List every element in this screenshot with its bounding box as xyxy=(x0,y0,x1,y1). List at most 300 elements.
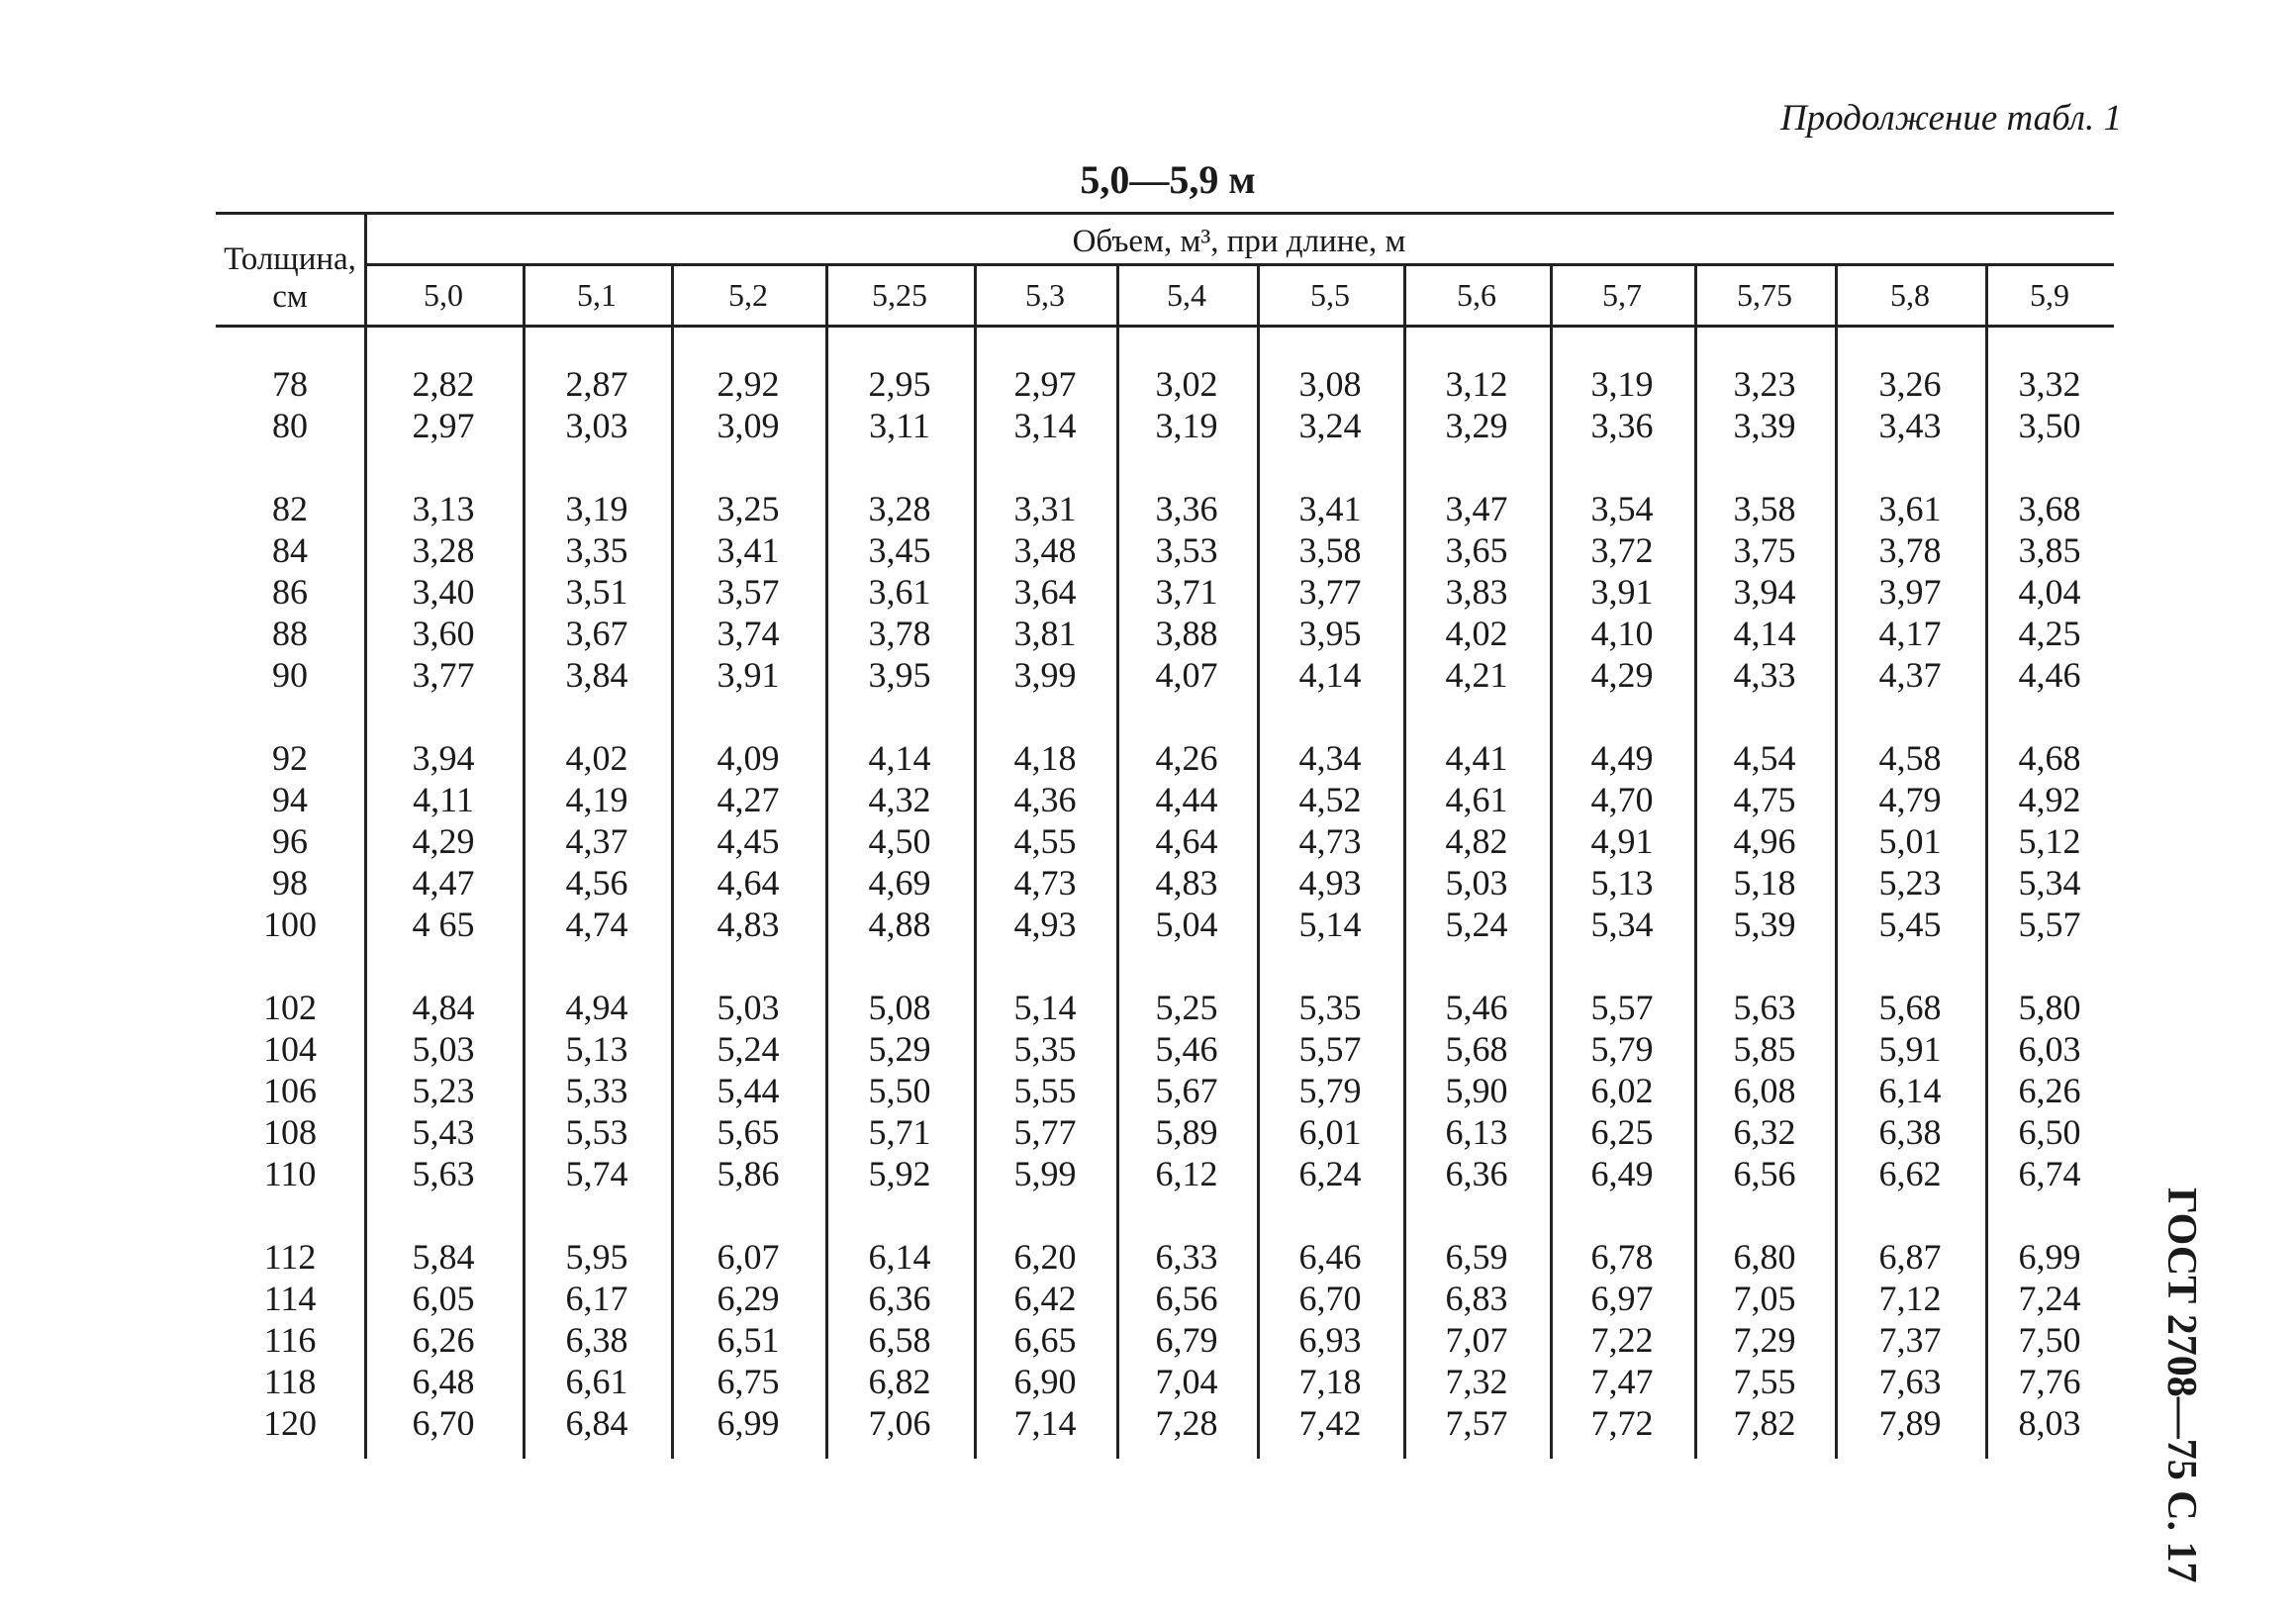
thickness-cell: 78 xyxy=(272,364,308,404)
volume-cell: 5,95 xyxy=(565,1237,628,1277)
volume-cell: 4,45 xyxy=(717,821,780,861)
volume-cell: 6,87 xyxy=(1878,1237,1942,1277)
volume-cell: 5,03 xyxy=(412,1029,475,1069)
volume-cell: 5,24 xyxy=(1445,904,1508,944)
volume-cell: 6,36 xyxy=(868,1279,931,1318)
volume-cell: 4,11 xyxy=(413,780,474,819)
volume-cell: 5,34 xyxy=(1590,904,1654,944)
volume-cell: 4,04 xyxy=(2018,572,2081,612)
volume-cell: 6,99 xyxy=(717,1403,780,1443)
volume-cell: 2,95 xyxy=(868,364,931,404)
thickness-cell: 84 xyxy=(272,530,308,570)
volume-cell: 5,23 xyxy=(412,1071,475,1110)
volume-cell: 4,10 xyxy=(1590,614,1654,653)
volume-cell: 5,89 xyxy=(1155,1112,1218,1152)
volume-cell: 6,38 xyxy=(1878,1112,1942,1152)
volume-cell: 6,80 xyxy=(1733,1237,1796,1277)
volume-cell: 5,01 xyxy=(1878,821,1942,861)
length-header: 5,2 xyxy=(728,277,768,313)
volume-cell: 3,02 xyxy=(1155,364,1218,404)
volume-cell: 3,13 xyxy=(412,489,475,528)
volume-cell: 8,03 xyxy=(2018,1403,2081,1443)
volume-cell: 4,82 xyxy=(1445,821,1508,861)
thickness-cell: 108 xyxy=(263,1112,317,1152)
volume-cell: 3,11 xyxy=(869,406,930,445)
volume-cell: 5,13 xyxy=(565,1029,628,1069)
volume-cell: 6,36 xyxy=(1445,1154,1508,1193)
volume-table xyxy=(216,212,2114,1459)
volume-cell: 2,82 xyxy=(412,364,475,404)
thickness-cell: 100 xyxy=(263,904,317,944)
volume-cell: 3,99 xyxy=(1013,655,1077,695)
volume-cell: 3,41 xyxy=(1298,489,1362,528)
volume-cell: 4,25 xyxy=(2018,614,2081,653)
volume-cell: 6,38 xyxy=(565,1320,628,1360)
thickness-cell: 104 xyxy=(263,1029,317,1069)
volume-cell: 6,65 xyxy=(1013,1320,1077,1360)
volume-cell: 3,24 xyxy=(1298,406,1362,445)
volume-cell: 3,09 xyxy=(717,406,780,445)
volume-cell: 6,70 xyxy=(1298,1279,1362,1318)
volume-cell: 6,25 xyxy=(1590,1112,1654,1152)
volume-cell: 3,65 xyxy=(1445,530,1508,570)
volume-cell: 6,62 xyxy=(1878,1154,1942,1193)
volume-cell: 6,75 xyxy=(717,1362,780,1401)
length-header: 5,0 xyxy=(424,277,463,313)
volume-cell: 4,18 xyxy=(1013,738,1077,778)
volume-header: Объем, м³, при длине, м xyxy=(1072,224,1406,259)
volume-cell: 3,67 xyxy=(565,614,628,653)
volume-cell: 4,36 xyxy=(1013,780,1077,819)
volume-cell: 7,89 xyxy=(1878,1403,1942,1443)
thickness-cell: 112 xyxy=(263,1237,317,1277)
volume-cell: 4,79 xyxy=(1878,780,1942,819)
volume-cell: 4,33 xyxy=(1733,655,1796,695)
volume-cell: 7,63 xyxy=(1878,1362,1942,1401)
volume-cell: 2,92 xyxy=(717,364,780,404)
volume-cell: 3,74 xyxy=(717,614,780,653)
volume-cell: 6,12 xyxy=(1155,1154,1218,1193)
volume-cell: 5,80 xyxy=(2018,988,2081,1027)
volume-cell: 6,49 xyxy=(1590,1154,1654,1193)
volume-cell: 7,04 xyxy=(1155,1362,1218,1401)
volume-cell: 3,94 xyxy=(412,738,475,778)
volume-cell: 4,52 xyxy=(1298,780,1362,819)
volume-cell: 4,88 xyxy=(868,904,931,944)
volume-cell: 4,55 xyxy=(1013,821,1077,861)
volume-cell: 6,78 xyxy=(1590,1237,1654,1277)
volume-cell: 7,32 xyxy=(1445,1362,1508,1401)
volume-cell: 7,05 xyxy=(1733,1279,1796,1318)
length-header: 5,6 xyxy=(1457,277,1496,313)
volume-cell: 5,71 xyxy=(868,1112,931,1152)
thickness-cell: 120 xyxy=(263,1403,317,1443)
length-header: 5,8 xyxy=(1890,277,1930,313)
thickness-cell: 82 xyxy=(272,489,308,528)
volume-cell: 3,58 xyxy=(1298,530,1362,570)
volume-cell: 3,72 xyxy=(1590,530,1654,570)
volume-cell: 6,82 xyxy=(868,1362,931,1401)
volume-cell: 3,32 xyxy=(2018,364,2081,404)
volume-cell: 5,35 xyxy=(1298,988,1362,1027)
length-header: 5,25 xyxy=(872,277,927,313)
volume-cell: 3,48 xyxy=(1013,530,1077,570)
length-header: 5,1 xyxy=(577,277,617,313)
volume-cell: 5,45 xyxy=(1878,904,1942,944)
volume-cell: 5,35 xyxy=(1013,1029,1077,1069)
volume-cell: 7,07 xyxy=(1445,1320,1508,1360)
thickness-cell: 106 xyxy=(263,1071,317,1110)
volume-cell: 5,57 xyxy=(2018,904,2081,944)
volume-cell: 6,03 xyxy=(2018,1029,2081,1069)
volume-cell: 4,96 xyxy=(1733,821,1796,861)
thickness-cell: 86 xyxy=(272,572,308,612)
thickness-cell: 98 xyxy=(272,863,308,903)
volume-cell: 5,44 xyxy=(717,1071,780,1110)
volume-cell: 5,14 xyxy=(1013,988,1077,1027)
volume-cell: 5,14 xyxy=(1298,904,1362,944)
volume-cell: 6,79 xyxy=(1155,1320,1218,1360)
volume-cell: 5,84 xyxy=(412,1237,475,1277)
volume-cell: 5,79 xyxy=(1590,1029,1654,1069)
volume-cell: 4,83 xyxy=(1155,863,1218,903)
volume-cell: 4,41 xyxy=(1445,738,1508,778)
volume-cell: 6,61 xyxy=(565,1362,628,1401)
volume-cell: 5,08 xyxy=(868,988,931,1027)
volume-cell: 3,43 xyxy=(1878,406,1942,445)
volume-cell: 3,31 xyxy=(1013,489,1077,528)
thickness-cell: 114 xyxy=(263,1279,317,1318)
volume-cell: 5,03 xyxy=(717,988,780,1027)
volume-cell: 4,49 xyxy=(1590,738,1654,778)
volume-cell: 7,57 xyxy=(1445,1403,1508,1443)
volume-cell: 3,45 xyxy=(868,530,931,570)
volume-cell: 4,75 xyxy=(1733,780,1796,819)
volume-cell: 3,83 xyxy=(1445,572,1508,612)
volume-cell: 4,02 xyxy=(565,738,628,778)
volume-cell: 3,36 xyxy=(1155,489,1218,528)
volume-cell: 4,56 xyxy=(565,863,628,903)
volume-cell: 4,17 xyxy=(1878,614,1942,653)
table-title: 5,0—5,9 м xyxy=(1080,157,1256,202)
volume-cell: 4,54 xyxy=(1733,738,1796,778)
length-header: 5,7 xyxy=(1602,277,1642,313)
volume-cell: 3,85 xyxy=(2018,530,2081,570)
volume-cell: 3,39 xyxy=(1733,406,1796,445)
volume-cell: 5,67 xyxy=(1155,1071,1218,1110)
volume-cell: 6,07 xyxy=(717,1237,780,1277)
volume-cell: 7,18 xyxy=(1298,1362,1362,1401)
volume-cell: 6,99 xyxy=(2018,1237,2081,1277)
volume-cell: 3,40 xyxy=(412,572,475,612)
volume-cell: 5,12 xyxy=(2018,821,2081,861)
volume-cell: 3,61 xyxy=(868,572,931,612)
volume-cell: 3,47 xyxy=(1445,489,1508,528)
volume-cell: 5,50 xyxy=(868,1071,931,1110)
volume-cell: 3,94 xyxy=(1733,572,1796,612)
volume-cell: 6,42 xyxy=(1013,1279,1077,1318)
volume-cell: 6,05 xyxy=(412,1279,475,1318)
volume-cell: 5,46 xyxy=(1155,1029,1218,1069)
volume-cell: 4,92 xyxy=(2018,780,2081,819)
volume-cell: 5,79 xyxy=(1298,1071,1362,1110)
volume-cell: 7,06 xyxy=(868,1403,931,1443)
volume-cell: 3,28 xyxy=(412,530,475,570)
volume-cell: 6,13 xyxy=(1445,1112,1508,1152)
volume-cell: 5,43 xyxy=(412,1112,475,1152)
volume-cell: 4,93 xyxy=(1013,904,1077,944)
volume-cell: 6,58 xyxy=(868,1320,931,1360)
volume-cell: 6,97 xyxy=(1590,1279,1654,1318)
volume-cell: 5,63 xyxy=(412,1154,475,1193)
volume-cell: 3,51 xyxy=(565,572,628,612)
volume-cell: 4,32 xyxy=(868,780,931,819)
volume-cell: 5,68 xyxy=(1878,988,1942,1027)
volume-cell: 2,97 xyxy=(412,406,475,445)
volume-cell: 3,28 xyxy=(868,489,931,528)
volume-cell: 7,76 xyxy=(2018,1362,2081,1401)
volume-cell: 3,53 xyxy=(1155,530,1218,570)
volume-cell: 3,19 xyxy=(1590,364,1654,404)
volume-cell: 6,14 xyxy=(1878,1071,1942,1110)
volume-cell: 3,35 xyxy=(565,530,628,570)
volume-cell: 6,84 xyxy=(565,1403,628,1443)
volume-cell: 3,08 xyxy=(1298,364,1362,404)
thickness-cell: 102 xyxy=(263,988,317,1027)
volume-cell: 3,36 xyxy=(1590,406,1654,445)
volume-cell: 3,64 xyxy=(1013,572,1077,612)
thickness-cell: 80 xyxy=(272,406,308,445)
volume-cell: 3,84 xyxy=(565,655,628,695)
volume-cell: 3,58 xyxy=(1733,489,1796,528)
top-rule xyxy=(216,212,2114,215)
volume-cell: 3,78 xyxy=(1878,530,1942,570)
volume-cell: 4,21 xyxy=(1445,655,1508,695)
volume-cell: 6,26 xyxy=(2018,1071,2081,1110)
volume-cell: 5,13 xyxy=(1590,863,1654,903)
volume-cell: 4,94 xyxy=(565,988,628,1027)
volume-cell: 5,68 xyxy=(1445,1029,1508,1069)
volume-cell: 4,68 xyxy=(2018,738,2081,778)
volume-cell: 3,25 xyxy=(717,489,780,528)
volume-cell: 3,78 xyxy=(868,614,931,653)
length-header: 5,3 xyxy=(1025,277,1065,313)
volume-cell: 6,56 xyxy=(1733,1154,1796,1193)
volume-cell: 6,24 xyxy=(1298,1154,1362,1193)
thickness-cell: 88 xyxy=(272,614,308,653)
volume-cell: 5,29 xyxy=(868,1029,931,1069)
volume-cell: 6,70 xyxy=(412,1403,475,1443)
volume-cell: 3,50 xyxy=(2018,406,2081,445)
volume-cell: 5,39 xyxy=(1733,904,1796,944)
volume-cell: 3,97 xyxy=(1878,572,1942,612)
standard-label: ГОСТ 2708—75 С. 17 xyxy=(2158,1188,2204,1583)
volume-cell: 5,34 xyxy=(2018,863,2081,903)
volume-cell: 4,26 xyxy=(1155,738,1218,778)
volume-cell: 7,29 xyxy=(1733,1320,1796,1360)
volume-cell: 4,37 xyxy=(565,821,628,861)
volume-cell: 5,25 xyxy=(1155,988,1218,1027)
volume-cell: 4,58 xyxy=(1878,738,1942,778)
thickness-cell: 118 xyxy=(263,1362,317,1401)
volume-cell: 4,64 xyxy=(1155,821,1218,861)
volume-cell: 3,19 xyxy=(565,489,628,528)
volume-cell: 4,64 xyxy=(717,863,780,903)
volume-cell: 3,77 xyxy=(412,655,475,695)
thickness-header-line2: см xyxy=(272,279,308,315)
volume-cell: 3,41 xyxy=(717,530,780,570)
volume-cell: 5,63 xyxy=(1733,988,1796,1027)
volume-cell: 3,88 xyxy=(1155,614,1218,653)
volume-cell: 3,29 xyxy=(1445,406,1508,445)
volume-cell: 5,23 xyxy=(1878,863,1942,903)
thickness-cell: 92 xyxy=(272,738,308,778)
length-header: 5,5 xyxy=(1310,277,1350,313)
volume-cell: 5,55 xyxy=(1013,1071,1077,1110)
volume-cell: 5,91 xyxy=(1878,1029,1942,1069)
volume-cell: 3,61 xyxy=(1878,489,1942,528)
volume-cell: 4,83 xyxy=(717,904,780,944)
volume-cell: 4,29 xyxy=(412,821,475,861)
thickness-cell: 110 xyxy=(263,1154,317,1193)
volume-cell: 3,14 xyxy=(1013,406,1077,445)
volume-cell: 5,85 xyxy=(1733,1029,1796,1069)
volume-cell: 6,33 xyxy=(1155,1237,1218,1277)
volume-cell: 7,82 xyxy=(1733,1403,1796,1443)
volume-cell: 5,46 xyxy=(1445,988,1508,1027)
length-header: 5,9 xyxy=(2030,277,2069,313)
volume-cell: 4,34 xyxy=(1298,738,1362,778)
thickness-cell: 116 xyxy=(263,1320,317,1360)
volume-cell: 6,14 xyxy=(868,1237,931,1277)
volume-cell: 7,72 xyxy=(1590,1403,1654,1443)
volume-cell: 6,83 xyxy=(1445,1279,1508,1318)
volume-cell: 4 65 xyxy=(412,904,475,944)
volume-cell: 5,24 xyxy=(717,1029,780,1069)
volume-cell: 4,70 xyxy=(1590,780,1654,819)
volume-cell: 4,14 xyxy=(868,738,931,778)
volume-cell: 4,74 xyxy=(565,904,628,944)
volume-cell: 5,33 xyxy=(565,1071,628,1110)
header-inner-rule xyxy=(364,263,2114,266)
volume-cell: 6,74 xyxy=(2018,1154,2081,1193)
thickness-cell: 90 xyxy=(272,655,308,695)
volume-cell: 7,22 xyxy=(1590,1320,1654,1360)
volume-cell: 4,37 xyxy=(1878,655,1942,695)
volume-cell: 3,12 xyxy=(1445,364,1508,404)
volume-cell: 7,24 xyxy=(2018,1279,2081,1318)
thickness-cell: 96 xyxy=(272,821,308,861)
volume-cell: 7,14 xyxy=(1013,1403,1077,1443)
volume-cell: 4,29 xyxy=(1590,655,1654,695)
volume-cell: 4,02 xyxy=(1445,614,1508,653)
volume-cell: 4,84 xyxy=(412,988,475,1027)
volume-cell: 6,59 xyxy=(1445,1237,1508,1277)
header-bottom-rule xyxy=(216,325,2114,328)
volume-cell: 6,20 xyxy=(1013,1237,1077,1277)
volume-cell: 4,47 xyxy=(412,863,475,903)
volume-cell: 4,14 xyxy=(1298,655,1362,695)
volume-cell: 3,91 xyxy=(717,655,780,695)
volume-cell: 4,73 xyxy=(1298,821,1362,861)
volume-cell: 7,42 xyxy=(1298,1403,1362,1443)
volume-cell: 7,37 xyxy=(1878,1320,1942,1360)
volume-cell: 5,92 xyxy=(868,1154,931,1193)
volume-cell: 6,56 xyxy=(1155,1279,1218,1318)
volume-cell: 5,04 xyxy=(1155,904,1218,944)
length-header: 5,75 xyxy=(1737,277,1792,313)
volume-cell: 3,26 xyxy=(1878,364,1942,404)
volume-cell: 6,26 xyxy=(412,1320,475,1360)
volume-cell: 5,77 xyxy=(1013,1112,1077,1152)
volume-cell: 6,17 xyxy=(565,1279,628,1318)
volume-cell: 3,54 xyxy=(1590,489,1654,528)
length-header: 5,4 xyxy=(1167,277,1206,313)
volume-cell: 5,74 xyxy=(565,1154,628,1193)
volume-cell: 6,29 xyxy=(717,1279,780,1318)
volume-cell: 4,73 xyxy=(1013,863,1077,903)
volume-cell: 6,01 xyxy=(1298,1112,1362,1152)
volume-cell: 3,95 xyxy=(868,655,931,695)
volume-cell: 7,28 xyxy=(1155,1403,1218,1443)
volume-cell: 6,50 xyxy=(2018,1112,2081,1152)
volume-cell: 2,97 xyxy=(1013,364,1077,404)
volume-cell: 7,12 xyxy=(1878,1279,1942,1318)
volume-cell: 6,02 xyxy=(1590,1071,1654,1110)
volume-cell: 3,57 xyxy=(717,572,780,612)
volume-cell: 3,95 xyxy=(1298,614,1362,653)
volume-cell: 4,19 xyxy=(565,780,628,819)
volume-cell: 3,23 xyxy=(1733,364,1796,404)
volume-cell: 3,81 xyxy=(1013,614,1077,653)
volume-cell: 6,46 xyxy=(1298,1237,1362,1277)
volume-cell: 6,51 xyxy=(717,1320,780,1360)
volume-cell: 6,93 xyxy=(1298,1320,1362,1360)
volume-cell: 5,90 xyxy=(1445,1071,1508,1110)
volume-cell: 6,32 xyxy=(1733,1112,1796,1152)
volume-cell: 2,87 xyxy=(565,364,628,404)
volume-cell: 4,44 xyxy=(1155,780,1218,819)
volume-cell: 7,55 xyxy=(1733,1362,1796,1401)
table-caption: Продолжение табл. 1 xyxy=(1779,98,2122,139)
volume-cell: 4,07 xyxy=(1155,655,1218,695)
volume-cell: 4,91 xyxy=(1590,821,1654,861)
thickness-header-line1: Толщина, xyxy=(224,241,356,277)
volume-cell: 5,53 xyxy=(565,1112,628,1152)
volume-cell: 6,08 xyxy=(1733,1071,1796,1110)
volume-cell: 3,77 xyxy=(1298,572,1362,612)
volume-cell: 4,46 xyxy=(2018,655,2081,695)
volume-cell: 4,50 xyxy=(868,821,931,861)
volume-cell: 3,03 xyxy=(565,406,628,445)
volume-cell: 3,19 xyxy=(1155,406,1218,445)
volume-cell: 7,50 xyxy=(2018,1320,2081,1360)
volume-cell: 4,09 xyxy=(717,738,780,778)
volume-cell: 5,57 xyxy=(1590,988,1654,1027)
volume-cell: 7,47 xyxy=(1590,1362,1654,1401)
volume-cell: 3,60 xyxy=(412,614,475,653)
volume-cell: 4,93 xyxy=(1298,863,1362,903)
volume-cell: 4,27 xyxy=(717,780,780,819)
volume-cell: 3,68 xyxy=(2018,489,2081,528)
volume-cell: 3,71 xyxy=(1155,572,1218,612)
volume-cell: 6,48 xyxy=(412,1362,475,1401)
volume-cell: 4,69 xyxy=(868,863,931,903)
volume-cell: 3,91 xyxy=(1590,572,1654,612)
volume-cell: 4,14 xyxy=(1733,614,1796,653)
volume-cell: 4,61 xyxy=(1445,780,1508,819)
volume-cell: 6,90 xyxy=(1013,1362,1077,1401)
